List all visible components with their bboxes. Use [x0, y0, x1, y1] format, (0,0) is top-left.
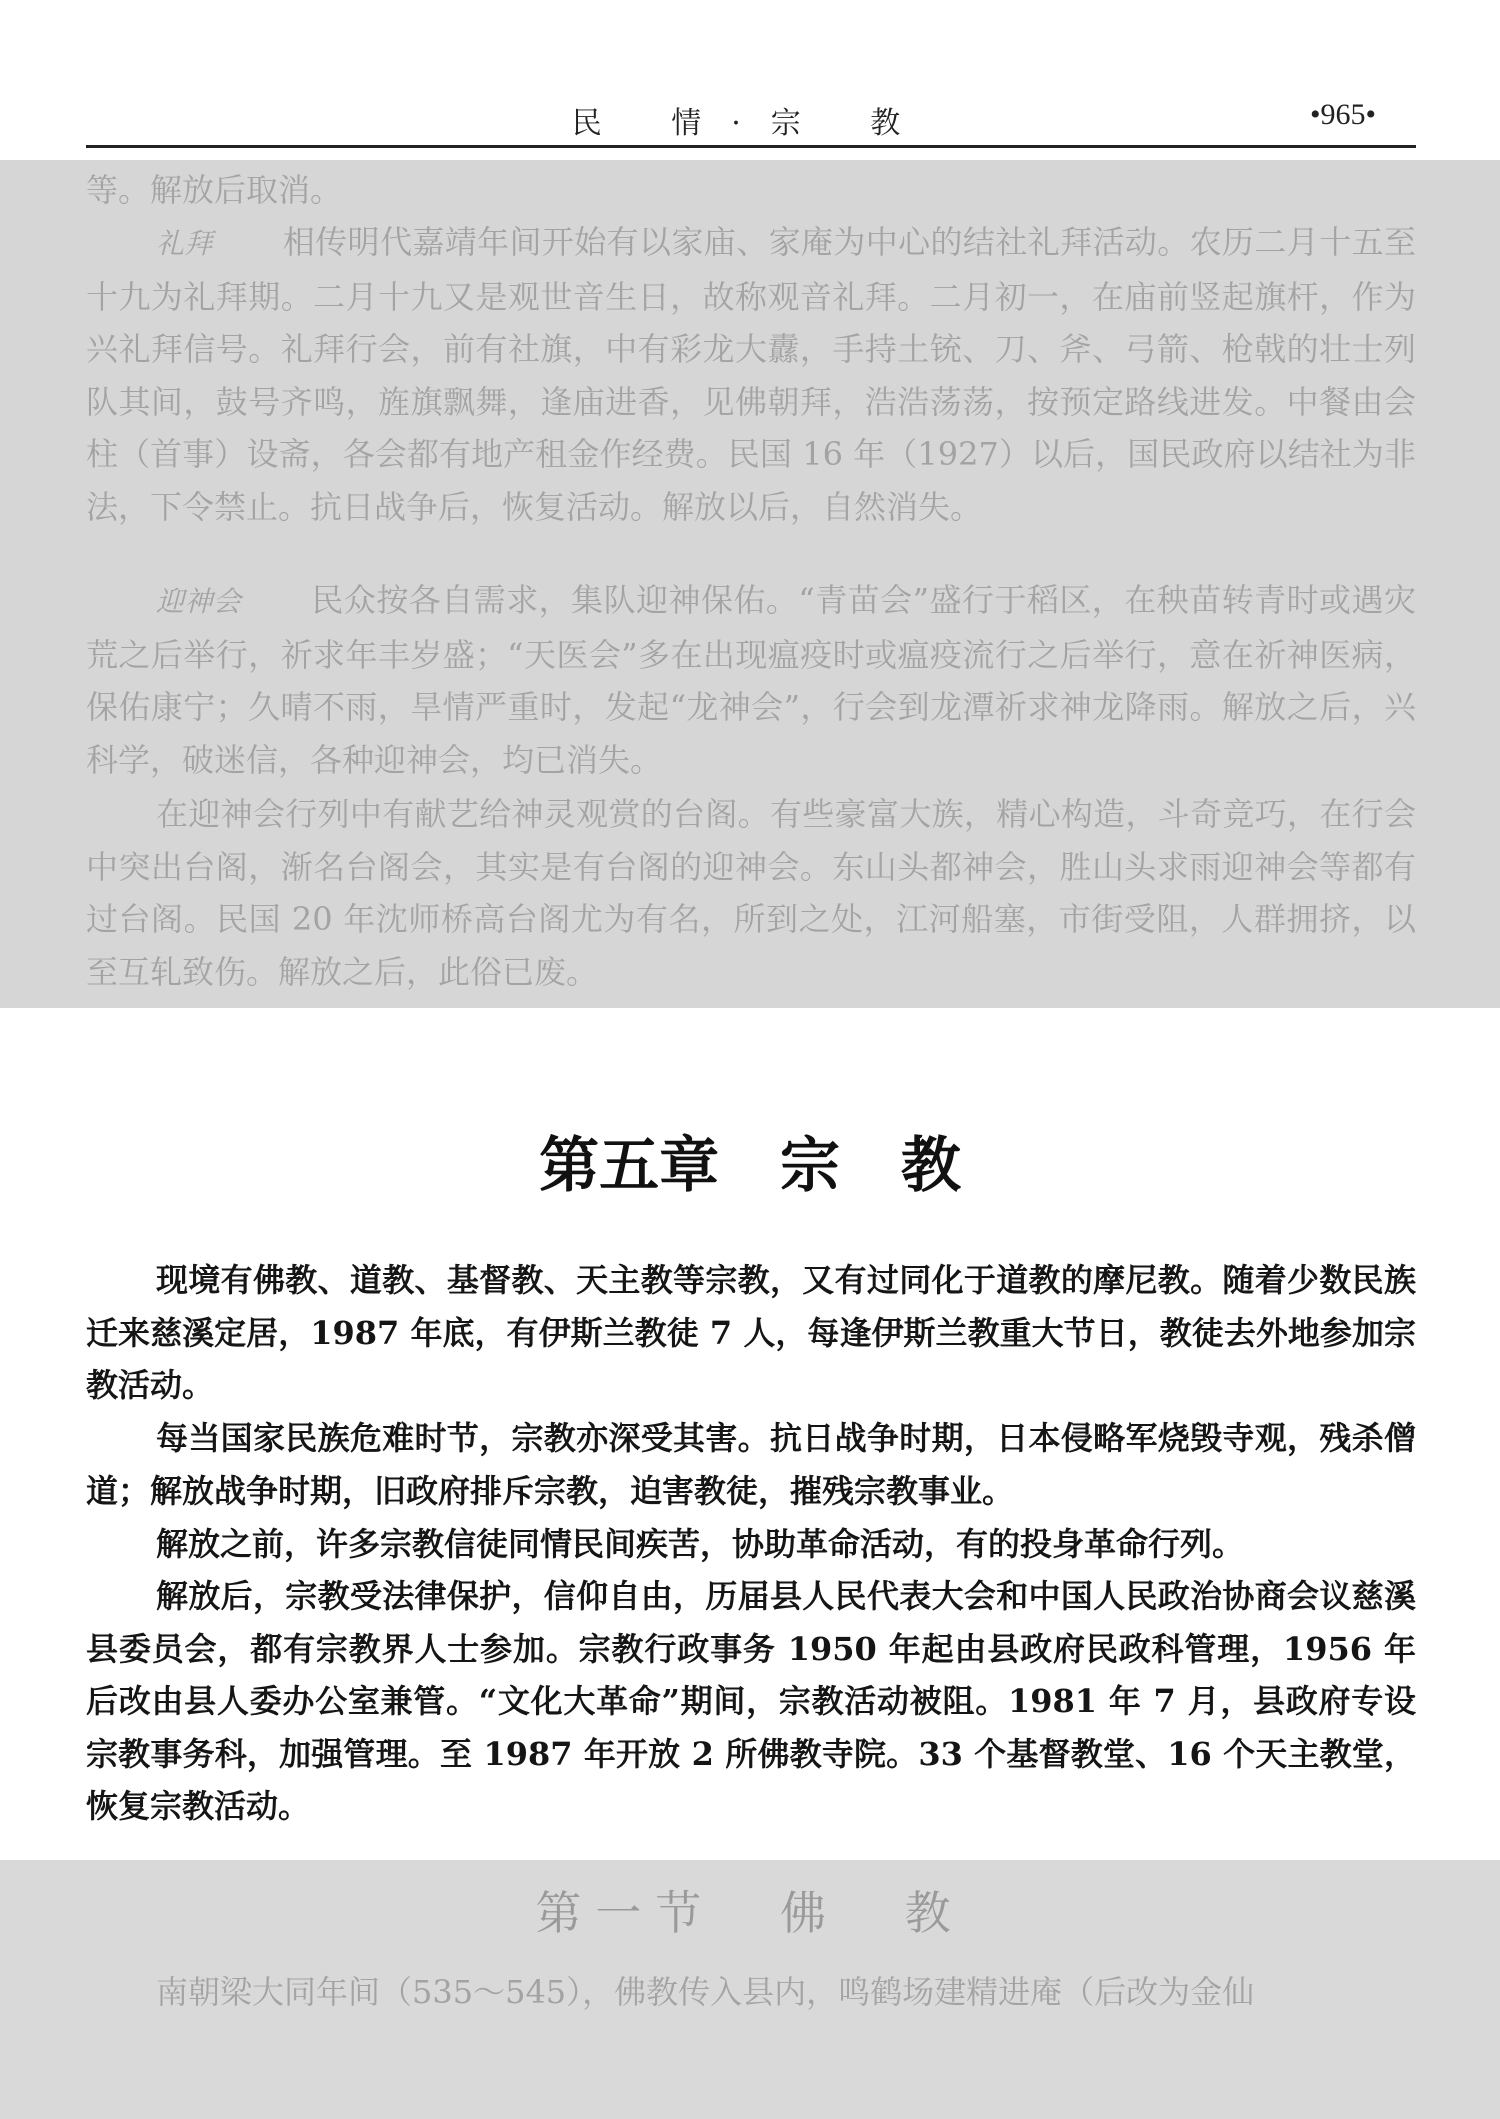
paragraph-libai-text: 相传明代嘉靖年间开始有以家庙、家庵为中心的结社礼拜活动。农历二月十五至十九为礼拜期。二月十九又是观世音生日，故称观音礼拜。二月初一，在庙前竖起旗杆，作为兴礼拜信号。礼拜行会，前有社旗，中有彩龙大纛，手持土铳、刀、斧、弓箭、枪戟的壮士列队其间，鼓号齐鸣，旌旗飘舞，逢庙进香，见佛朝拜，浩浩荡荡，按预定路线进发。中餐由会柱（首事）设斋，各会都有地产租金作经费。民国 16 年（1927）以后，国民政府以结社为非法，下令禁止。抗日战争后，恢复活动。解放以后，自然消失。: [86, 223, 1416, 526]
paragraph-yingshenhui: [86, 574, 1416, 786]
term-yingshenhui: 迎神会: [156, 585, 242, 618]
header-title: 民 情·宗 教: [571, 106, 931, 141]
chapter-paragraph-3: 解放之前，许多宗教信徒同情民间疾苦，协助革命活动，有的投身革命行列。: [156, 1525, 1245, 1563]
running-header: [86, 90, 1416, 150]
section-title: 第一节 佛 教: [535, 1886, 965, 1940]
term-libai: 礼拜: [156, 227, 213, 260]
section-paragraph-1: 南朝梁大同年间（535～545），佛教传入县内，鸣鹤场建精进庵（后改为金仙: [156, 1973, 1255, 2011]
chapter-paragraph-1: 现境有佛教、道教、基督教、天主教等宗教，又有过同化于道教的摩尼教。随着少数民族迁来慈溪定居，1987 年底，有伊斯兰教徒 7 人，每逢伊斯兰教重大节日，教徒去外地参加宗教活动。: [86, 1261, 1416, 1404]
paragraph-libai: [86, 216, 1416, 533]
chapter-paragraph-4: 解放后，宗教受法律保护，信仰自由，历届县人民代表大会和中国人民政治协商会议慈溪县委员会，都有宗教界人士参加。宗教行政事务 1950 年起由县政府民政科管理，1956 年后改由县人委办公室兼管。“文化大革命”期间，宗教活动被阻。1981 年 7 月，县政府专设宗教事务科，加强管理。至 1987 年开放 2 所佛教寺院。33 个基督教堂、16 个天主教堂，恢复宗教活动。: [86, 1577, 1416, 1825]
page-number: •965•: [1309, 98, 1376, 131]
paragraph-taige: 在迎神会行列中有献艺给神灵观赏的台阁。有些豪富大族，精心构造，斗奇竞巧，在行会中突出台阁，渐名台阁会，其实是有台阁的迎神会。东山头都神会，胜山头求雨迎神会等都有过台阁。民国 20 年沈师桥高台阁尤为有名，所到之处，江河船塞，市街受阻，人群拥挤，以至互轧致伤。解放之后，此俗已废。: [86, 795, 1416, 991]
header-rule: [86, 145, 1416, 148]
paragraph-continuation: 等。解放后取消。: [86, 171, 343, 209]
chapter-paragraph-2: 每当国家民族危难时节，宗教亦深受其害。抗日战争时期，日本侵略军烧毁寺观，残杀僧道；解放战争时期，旧政府排斥宗教，迫害教徒，摧残宗教事业。: [86, 1419, 1416, 1510]
chapter-title: 第五章 宗 教: [539, 1131, 961, 1201]
paragraph-yingshenhui-text: 民众按各自需求，集队迎神保佑。“青苗会”盛行于稻区，在秧苗转青时或遇灾荒之后举行，祈求年丰岁盛；“天医会”多在出现瘟疫时或瘟疫流行之后举行，意在祈神医病，保佑康宁；久晴不雨，旱情严重时，发起“龙神会”，行会到龙潭祈求神龙降雨。解放之后，兴科学，破迷信，各种迎神会，均已消失。: [86, 581, 1416, 779]
